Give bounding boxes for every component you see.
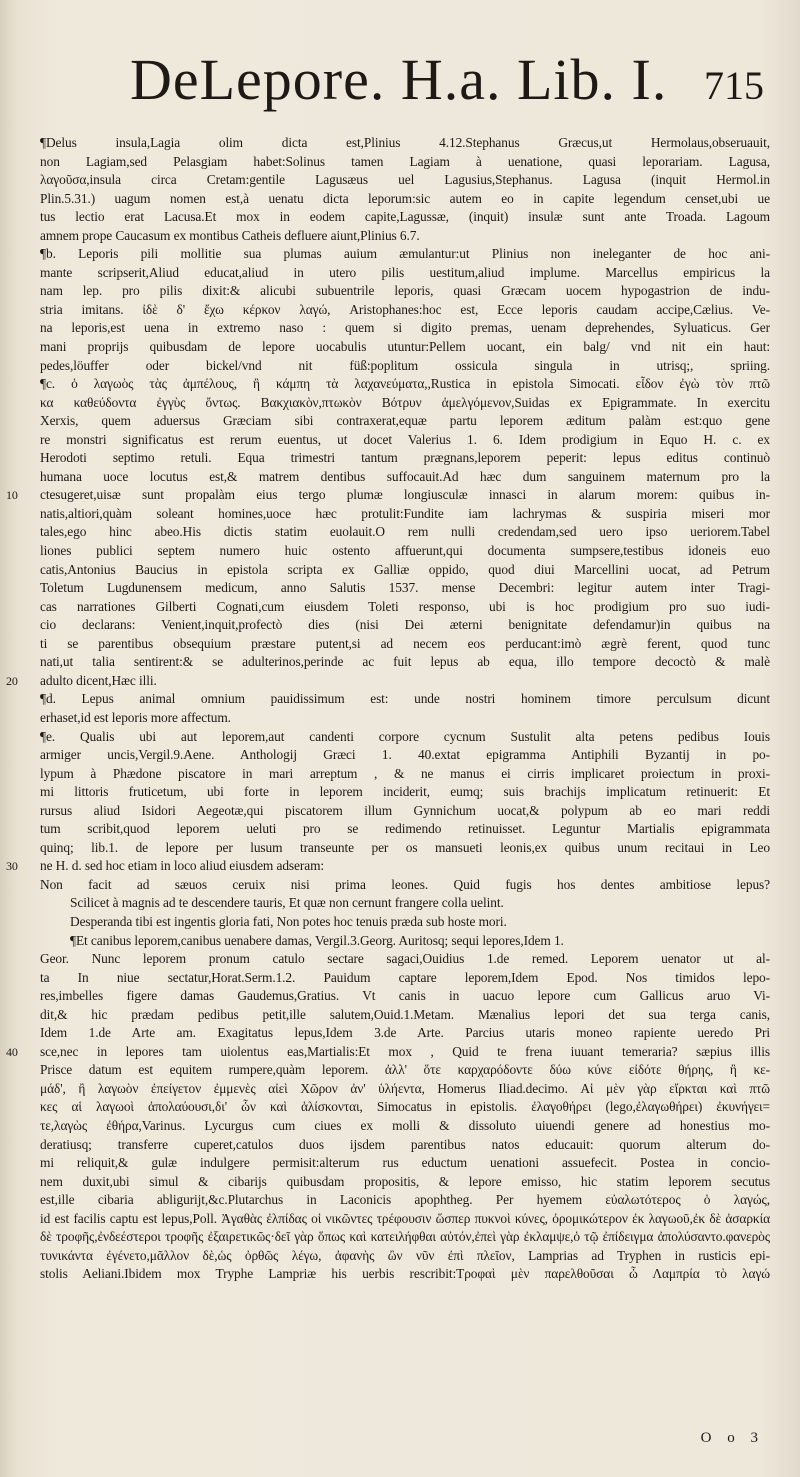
line-text: ti se parentibus obsequium præstare putent,si ad necem eos perducant:imò ægrè ferent, quod tunc xyxy=(40,635,770,651)
text-line xyxy=(40,765,770,784)
text-line xyxy=(40,746,770,765)
line-text: stria imitans. ἰδὲ δ' ἔχω κέρκον λαγώ, Aristophanes:hoc est, Ecce leporis caudam accipe,Cælius. Ve- xyxy=(40,301,770,317)
text-line xyxy=(40,394,770,413)
line-text: amnem prope Caucasum ex montibus Catheis defluere aiunt,Plinius 6.7. xyxy=(40,227,420,243)
line-text: ne H. d. sed hoc etiam in loco aliud eiusdem adseram: xyxy=(40,858,325,874)
text-line xyxy=(6,857,770,876)
margin-line-number: 30 xyxy=(6,859,18,874)
text-line xyxy=(6,672,770,691)
line-text: ¶e. Qualis ubi aut leporem,aut candenti corpore cycnum Sustulit alta petens pedibus Iouis xyxy=(40,728,770,744)
margin-line-number: 20 xyxy=(6,673,18,688)
line-text: Prisce datum est equitem rumpere,quàm leporem. ἀλλ' ὅτε καρχαρόδοντε δύω κύνε εἰδότε θήρης, ἢ κε- xyxy=(40,1062,770,1078)
line-text: est,ille cibaria abligurijt,&c.Plutarchus in Laconicis apophtheg. Per hyemem εὐαλωτότερος ὁ λαγώς, xyxy=(40,1192,770,1208)
text-line xyxy=(40,894,770,913)
text-line xyxy=(40,1228,770,1247)
line-text: κες αἱ λαγωοὶ ἀπολαύουσι,δι' ὧν καὶ ἁλίσκονται, Simocatus in epistolis. ἐλαγοθήρει (lego,ἐλαγωθήρει) ἐκυνήγει= xyxy=(40,1099,770,1115)
line-text: ctesugeret,uisæ sunt propalàm eius tergo plumæ longiusculæ innasci in alarum morem: quibus in- xyxy=(40,487,770,503)
line-text: pedes,löuffer oder bickel/vnd nit füß:poplitum ossicula singula in utrisq;, spriing. xyxy=(40,357,770,373)
text-line xyxy=(40,839,770,858)
line-text: μάδ', ἢ λαγωὸν ἐπείγετον ἐμμενὲς αἰεὶ Χῶρον ἀν' ὑλήεντα, Homerus Iliad.decimo. Αἱ μὲν γὰρ εἴρκται καὶ πτῶ xyxy=(40,1080,770,1096)
text-line xyxy=(40,523,770,542)
line-text: na leporis,est uena in extremo naso : quem si digito premas, uenam deprehendes, Syluaticus. Ger xyxy=(40,320,770,336)
text-line xyxy=(40,728,770,747)
text-line xyxy=(40,1080,770,1099)
text-line xyxy=(40,282,770,301)
text-line xyxy=(40,1117,770,1136)
text-line xyxy=(40,1173,770,1192)
text-line xyxy=(40,505,770,524)
line-text: natis,altiori,quàm soleant homines,uoce hæc protulit:Fundite iam lachrymas & suspiria miseri mor xyxy=(40,505,770,521)
text-line xyxy=(40,616,770,635)
text-line xyxy=(40,301,770,320)
line-text: rursus aliud Isidori Aegeotæ,qui piscatorem illum Gynnichum uocat,& polypum ab eo mari reddi xyxy=(40,802,770,818)
text-line xyxy=(40,987,770,1006)
line-text: Xerxis, quem aduersus Græciam sibi contraxerat,equæ partu leporem æditum palàm est:quo gene xyxy=(40,413,770,429)
line-text: mi reliquit,& gulæ indulgere permisit:alterum rus eductum uenationi assuefecit. Postea in concio- xyxy=(40,1155,770,1171)
text-line xyxy=(40,653,770,672)
text-line xyxy=(40,820,770,839)
text-line xyxy=(40,227,770,246)
text-line xyxy=(40,913,770,932)
line-text: tales,ego hinc abeo.His dictis statim euolauit.O rem nulli credendam,sed uero ipso ueriorem.Tabel xyxy=(40,524,770,540)
text-line xyxy=(40,932,770,951)
line-text: tum scribit,quod leporem ueluti pro se redimendo retinuisset. Leguntur Martialis epigrammata xyxy=(40,821,770,837)
text-line xyxy=(40,802,770,821)
line-text: adulto dicent,Hæc illi. xyxy=(40,672,157,688)
line-text: mante scripserit,Aliud educat,aliud in utero pilis uestitum,aliud implume. Marcellus empiricus la xyxy=(40,264,770,280)
text-line xyxy=(40,431,770,450)
line-text: deratiusq; transferre cuperet,catulos duos ijsdem parentibus natos educauit: quorum alterum do- xyxy=(40,1136,770,1152)
line-text: cas narrationes Gilberti Cognati,cum eiusdem Toleti responso, ubi is hoc prodigium pro suo iudi- xyxy=(40,598,770,614)
line-text: λαγοῦσα,insula circa Cretam:gentile Lagusæus uel Lagusius,Stephanus. Lagusa (inquit Hermol.in xyxy=(40,172,770,188)
text-line xyxy=(40,338,770,357)
text-line xyxy=(40,1098,770,1117)
line-text: τε,λαγὼς ἐθήρα,Varinus. Lycurgus cum ciues ex molli & dissoluto uiuendi genere ad honestius mo- xyxy=(40,1117,770,1133)
line-text: Scilicet à magnis ad te descendere tauris, Et quæ non cernunt frangere colla uelint. xyxy=(70,895,504,911)
line-text: ¶c. ὁ λαγωὸς τὰς ἀμπέλους, ἢ κάμπη τὰ λαχανεύματα,,Rustica in epistola Simocati. εἶδον ἐγὼ τὸν πτῶ xyxy=(40,376,770,392)
line-text: ¶b. Leporis pili mollitie sua plumas auium æmulantur:ut Plinius non ineleganter de hoc ani- xyxy=(40,246,770,262)
line-text: τυνικάντα ἐγένετο,μᾶλλον δὲ,ὡς ὀρθῶς λέγω, ἀφανὴς ὢν νῦν ἐπὶ πλεῖον, Lamprias ad Tryphen in rusticis epi- xyxy=(40,1247,770,1263)
line-text: liones publici septem numero huic ostento affuerunt,qui documenta sumpsere,testibus idoneis euo xyxy=(40,543,770,559)
margin-line-number: 10 xyxy=(6,488,18,503)
text-line xyxy=(40,153,770,172)
line-text: ¶Et canibus leporem,canibus uenabere damas, Vergil.3.Georg. Auritosq; sequi lepores,Idem 1. xyxy=(70,932,564,948)
text-line xyxy=(40,208,770,227)
line-text: δὲ τροφῆς,ἐνδεέστεροι τροφῆς ἐξαιρετικῶς·δεῖ γὰρ ὅπως καὶ κατειλήφθαι αὐτόν,ἐπεὶ γὰρ ἐκλαμψε,ὁ τῷ ἐπίδειγμα ἀπολύσαντο.φανερὸς xyxy=(40,1229,770,1245)
text-line xyxy=(40,709,770,728)
line-text: κα καθεύδοντα ἐγγὺς ὄντως. Βακχιακὸν,πτωκὸν Βότρυν ἀμελγόμενον,Suidas ex Epigrammate. In exercitu xyxy=(40,394,770,410)
text-line xyxy=(40,635,770,654)
line-text: humana uoce locutus est,& matrem dentibus suffocauit.Ad hæc dum sanguinem maternum pro la xyxy=(40,468,770,484)
line-text: id est facilis captu est lepus,Poll. Ἀγαθὰς ἐλπίδας οἱ νικῶντες τρέφουσιν ὥσπερ πυκνοὶ κύνες, ὀρομικώτερον ἐκ λαγωοῦ,ἐκ δὲ ἀσαρκία xyxy=(40,1210,770,1226)
line-text: nem duxit,ubi simul & cibarijs quibusdam propositis, & lepore emisso, hic statim leporem secutus xyxy=(40,1173,770,1189)
text-line xyxy=(40,1191,770,1210)
text-line xyxy=(40,950,770,969)
text-line xyxy=(40,1061,770,1080)
text-line xyxy=(40,134,770,153)
text-line xyxy=(40,1210,770,1229)
line-text: catis,Antonius Baucius in epistola scripta ex Galliæ oppido, quod diui Marcellini uocat, ad Petrum xyxy=(40,561,770,577)
text-line xyxy=(6,1043,770,1062)
line-text: non Lagiam,sed Pelasgiam habet:Solinus tamen Lagiam à uenatione, quasi leporariam. Lagusa, xyxy=(40,153,770,169)
line-text: Desperanda tibi est ingentis gloria fati, Non potes hoc tenuis præda sub hoste mori. xyxy=(70,913,507,929)
text-line xyxy=(40,449,770,468)
text-line xyxy=(40,468,770,487)
line-text: Toletum Lugdunensem medicum, anno Salutis 1537. mense Decembri: legitur autem inter Tragi- xyxy=(40,580,770,596)
line-text: mi littoris fruticetum, ubi forte in leporem inciderit, eumq; suis brachijs implicatum retinuerit: Et xyxy=(40,784,770,800)
text-line xyxy=(40,1136,770,1155)
page-number: 715 xyxy=(704,63,764,108)
text-line xyxy=(6,486,770,505)
line-text: Idem 1.de Arte am. Exagitatus lepus,Idem 3.de Arte. Parcius utaris moneo rapiente ueredo Pri xyxy=(40,1025,770,1041)
line-text: lypum à Phædone piscatore in mari arreptum , & ne manus ei cirris implicaret proiectum in proxi- xyxy=(40,765,770,781)
line-text: Geor. Nunc leporem pronum catulo sectare sagaci,Ouidius 1.de remed. Leporem uenator ut al- xyxy=(40,951,770,967)
text-line xyxy=(40,1247,770,1266)
text-line xyxy=(40,876,770,895)
text-line xyxy=(40,412,770,431)
text-line xyxy=(40,1265,770,1284)
line-text: ¶Delus insula,Lagia olim dicta est,Plinius 4.12.Stephanus Græcus,ut Hermolaus,obseruauit, xyxy=(40,135,770,150)
line-text: quinq; lib.1. de lepore per lusum transeunte per os mansueti leonis,ex quibus unum recitaui in Leo xyxy=(40,839,770,855)
line-text: Non facit ad sæuos ceruix nisi prima leones. Quid fugis hos dentes ambitiose lepus? xyxy=(40,876,770,892)
text-line xyxy=(40,264,770,283)
text-line xyxy=(40,171,770,190)
line-text: nati,ut talia sentirent:& se adulterinos,perinde ac fuit lepus ab equa, illo tempore decoctò & malè xyxy=(40,654,770,670)
text-line xyxy=(40,969,770,988)
text-line xyxy=(40,561,770,580)
text-line xyxy=(40,1024,770,1043)
line-text: res,imbelles figere damas Gaudemus,Gratius. Vt canis in uacuo lepore cum Gallicus aruo Vi- xyxy=(40,988,770,1004)
line-text: re monstri significatus est rerum euentus, ut docet Valerius 1. 6. Idem prodigium in Equo H. c. ex xyxy=(40,431,770,447)
line-text: erhaset,id est leporis more affectum. xyxy=(40,709,231,725)
line-text: stolis Aeliani.Ibidem mox Tryphe Lampriæ his uerbis rescribit:Τροφαὶ μὲν παρελθοῦσαι ὦ Λαμπρία τὸ λαγώ xyxy=(40,1266,770,1282)
line-text: ta In niue sectatur,Horat.Serm.1.2. Pauidum captare leporem,Idem Epod. Nos timidos lepo- xyxy=(40,969,770,985)
line-text: Herodoti septimo retuli. Equa trimestri tantum prægnans,leporem peperit: lepus editus continuò xyxy=(40,450,770,466)
line-text: mani proprijs quibusdam de lepore uocabulis utuntur:Pellem uocant, ein balg/ vnd nit ein haut: xyxy=(40,339,770,355)
line-text: armiger uncis,Vergil.9.Aene. Anthologij Græci 1. 40.extat epigramma Antiphili Byzantij in po- xyxy=(40,747,770,763)
text-line xyxy=(40,245,770,264)
line-text: Plin.5.31.) uagum nomen est,à uenatu dicta leporum:sic autem eo in capite legendum censet,ubi ue xyxy=(40,190,770,206)
text-line xyxy=(40,690,770,709)
page-header xyxy=(40,38,770,134)
text-line xyxy=(40,542,770,561)
margin-line-number: 40 xyxy=(6,1044,18,1059)
text-line xyxy=(40,1154,770,1173)
line-text: dit,& hic prædam pedibus petit,ille salutem,Ouid.1.Metam. Mænalius lepori det sua terga canis, xyxy=(40,1006,770,1022)
text-line xyxy=(40,319,770,338)
text-line xyxy=(40,375,770,394)
line-text: ¶d. Lepus animal omnium pauidissimum est: unde nostri hominem timore perculsum dicunt xyxy=(40,691,770,707)
text-line xyxy=(40,1006,770,1025)
line-text: tus lectio erat Lacusa.Et mox in eodem capite,Lagussæ, (inquit) insulæ sunt ante Troada. Lagoum xyxy=(40,209,770,225)
text-body xyxy=(6,134,770,1284)
text-line xyxy=(40,783,770,802)
signature-mark: O o 3 xyxy=(700,1430,764,1446)
text-line xyxy=(40,190,770,209)
line-text: cio declarans: Venient,inquit,profectò dies (nisi Dei æterni benignitate defendamur)in quibus na xyxy=(40,617,770,633)
line-text: sce,nec in lepores tam uiolentus eas,Martialis:Et mox , Quid te frena iuuant temeraria? sæpius illis xyxy=(40,1043,770,1059)
text-line xyxy=(40,598,770,617)
text-line xyxy=(40,357,770,376)
line-text: nam lep. pro pilis dixit:& alicubi subuentrile leporis, quasi Græcam uocem hypogastrion de indu- xyxy=(40,283,770,299)
running-title: DeLepore. H.a. Lib. I. xyxy=(130,47,668,112)
text-line xyxy=(40,579,770,598)
